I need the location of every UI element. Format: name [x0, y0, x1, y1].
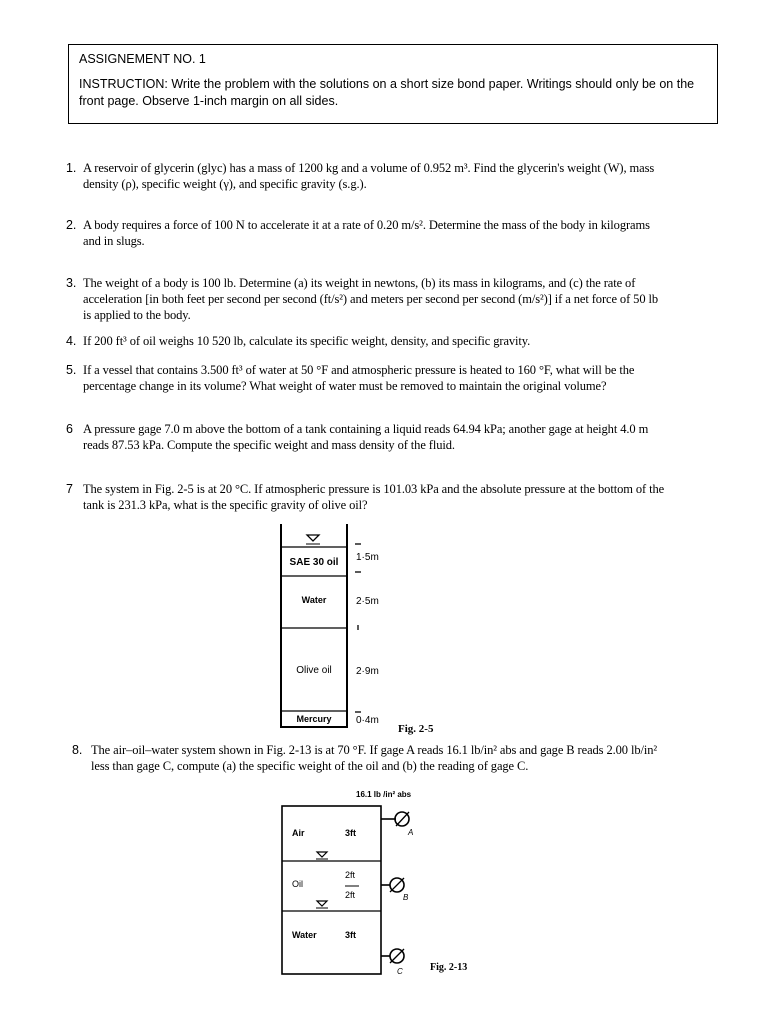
problem-number: 4. — [66, 334, 77, 348]
figure-2-13 — [272, 786, 492, 982]
problem-4 — [66, 333, 666, 349]
problem-2 — [66, 217, 666, 249]
figure-caption: Fig. 2-13 — [430, 962, 468, 973]
dim-label-oil-lower: 2ft — [345, 890, 356, 900]
assignment-header-box — [68, 44, 718, 124]
layer-label-water: Water — [292, 930, 317, 940]
layer-label-sae-oil: SAE 30 oil — [289, 557, 339, 568]
dim-label-water: 2·5m — [356, 596, 379, 607]
problem-text: The weight of a body is 100 lb. Determine (a) its weight in newtons, (b) its mass in kilograms, and (c) the rate of acceleration [in both feet per second per second (ft/s²) and meters per second per second (m/s²)] if a net force of 50 lb is applied to the body. — [83, 276, 659, 322]
problem-text: A body requires a force of 100 N to accelerate it at a rate of 0.20 m/s². Determine the mass of the body in kilograms and in slugs. — [83, 218, 650, 248]
problem-7 — [66, 481, 666, 513]
gage-c-label: C — [397, 967, 403, 976]
problem-5 — [66, 362, 666, 394]
problem-1 — [66, 160, 666, 192]
figure-caption: Fig. 2-5 — [398, 723, 434, 735]
gage-a-icon — [381, 812, 409, 826]
problem-3 — [66, 275, 666, 323]
layer-label-mercury: Mercury — [296, 714, 332, 724]
dim-label-oil: 1·5m — [356, 552, 379, 563]
gage-c-icon — [381, 949, 404, 963]
problem-text: If 200 ft³ of oil weighs 10 520 lb, calculate its specific weight, density, and specific gravity. — [83, 334, 531, 348]
gage-b-icon — [381, 878, 404, 892]
gage-a-reading-label: 16.1 lb /in² abs — [356, 790, 412, 799]
layer-label-oil: Oil — [292, 879, 303, 889]
assignment-instruction: INSTRUCTION: Write the problem with the solutions on a short size bond paper. Writings should only be on the front page. Observe 1-inch margin on all sides. — [79, 77, 695, 108]
figure-2-5 — [260, 522, 460, 738]
problem-text: A pressure gage 7.0 m above the bottom of a tank containing a liquid reads 64.94 kPa; another gage at height 4.0 m reads 87.53 kPa. Compute the specific weight and mass density of the fluid. — [83, 422, 649, 452]
problem-text: If a vessel that contains 3.500 ft³ of water at 50 °F and atmospheric pressure is heated to 160 °F, what will be the percentage change in its volume? What weight of water must be removed to maintain the original volume? — [83, 363, 635, 393]
layer-label-olive-oil: Olive oil — [296, 665, 332, 676]
problem-text: A reservoir of glycerin (glyc) has a mass of 1200 kg and a volume of 0.952 m³. Find the glycerin's weight (W), mass density (ρ), specific weight (γ), and specific gravity (s.g.). — [83, 161, 655, 191]
problem-number: 7 — [66, 482, 73, 496]
layer-label-air: Air — [292, 828, 305, 838]
problem-text: The air–oil–water system shown in Fig. 2-13 is at 70 °F. If gage A reads 16.1 lb/in² abs and gage B reads 2.00 lb/in² less than gage C, compute (a) the specific weight of the oil and (b) the reading of gage C. — [91, 743, 658, 773]
free-surface-icon — [316, 852, 328, 859]
problem-number: 5. — [66, 363, 77, 377]
problem-6 — [66, 421, 666, 453]
layer-label-water: Water — [301, 595, 327, 605]
dim-label-olive: 2·9m — [356, 666, 379, 677]
dim-label-air: 3ft — [345, 828, 356, 838]
dim-label-mercury: 0·4m — [356, 715, 379, 726]
problem-text: The system in Fig. 2-5 is at 20 °C. If atmospheric pressure is 101.03 kPa and the absolute pressure at the bottom of the tank is 231.3 kPa, what is the specific gravity of olive oil? — [83, 482, 665, 512]
gage-a-label: A — [408, 828, 414, 837]
problem-number: 2. — [66, 218, 77, 232]
dim-label-oil-upper: 2ft — [345, 870, 356, 880]
gage-b-label: B — [403, 893, 409, 902]
dim-label-water: 3ft — [345, 930, 356, 940]
assignment-title: ASSIGNEMENT NO. 1 — [79, 52, 206, 66]
problem-number: 8. — [72, 743, 83, 757]
free-surface-icon — [282, 535, 346, 547]
free-surface-icon — [316, 901, 328, 908]
problem-number: 1. — [66, 161, 77, 175]
problem-number: 6 — [66, 422, 73, 436]
problem-8 — [72, 742, 672, 774]
problem-number: 3. — [66, 276, 77, 290]
